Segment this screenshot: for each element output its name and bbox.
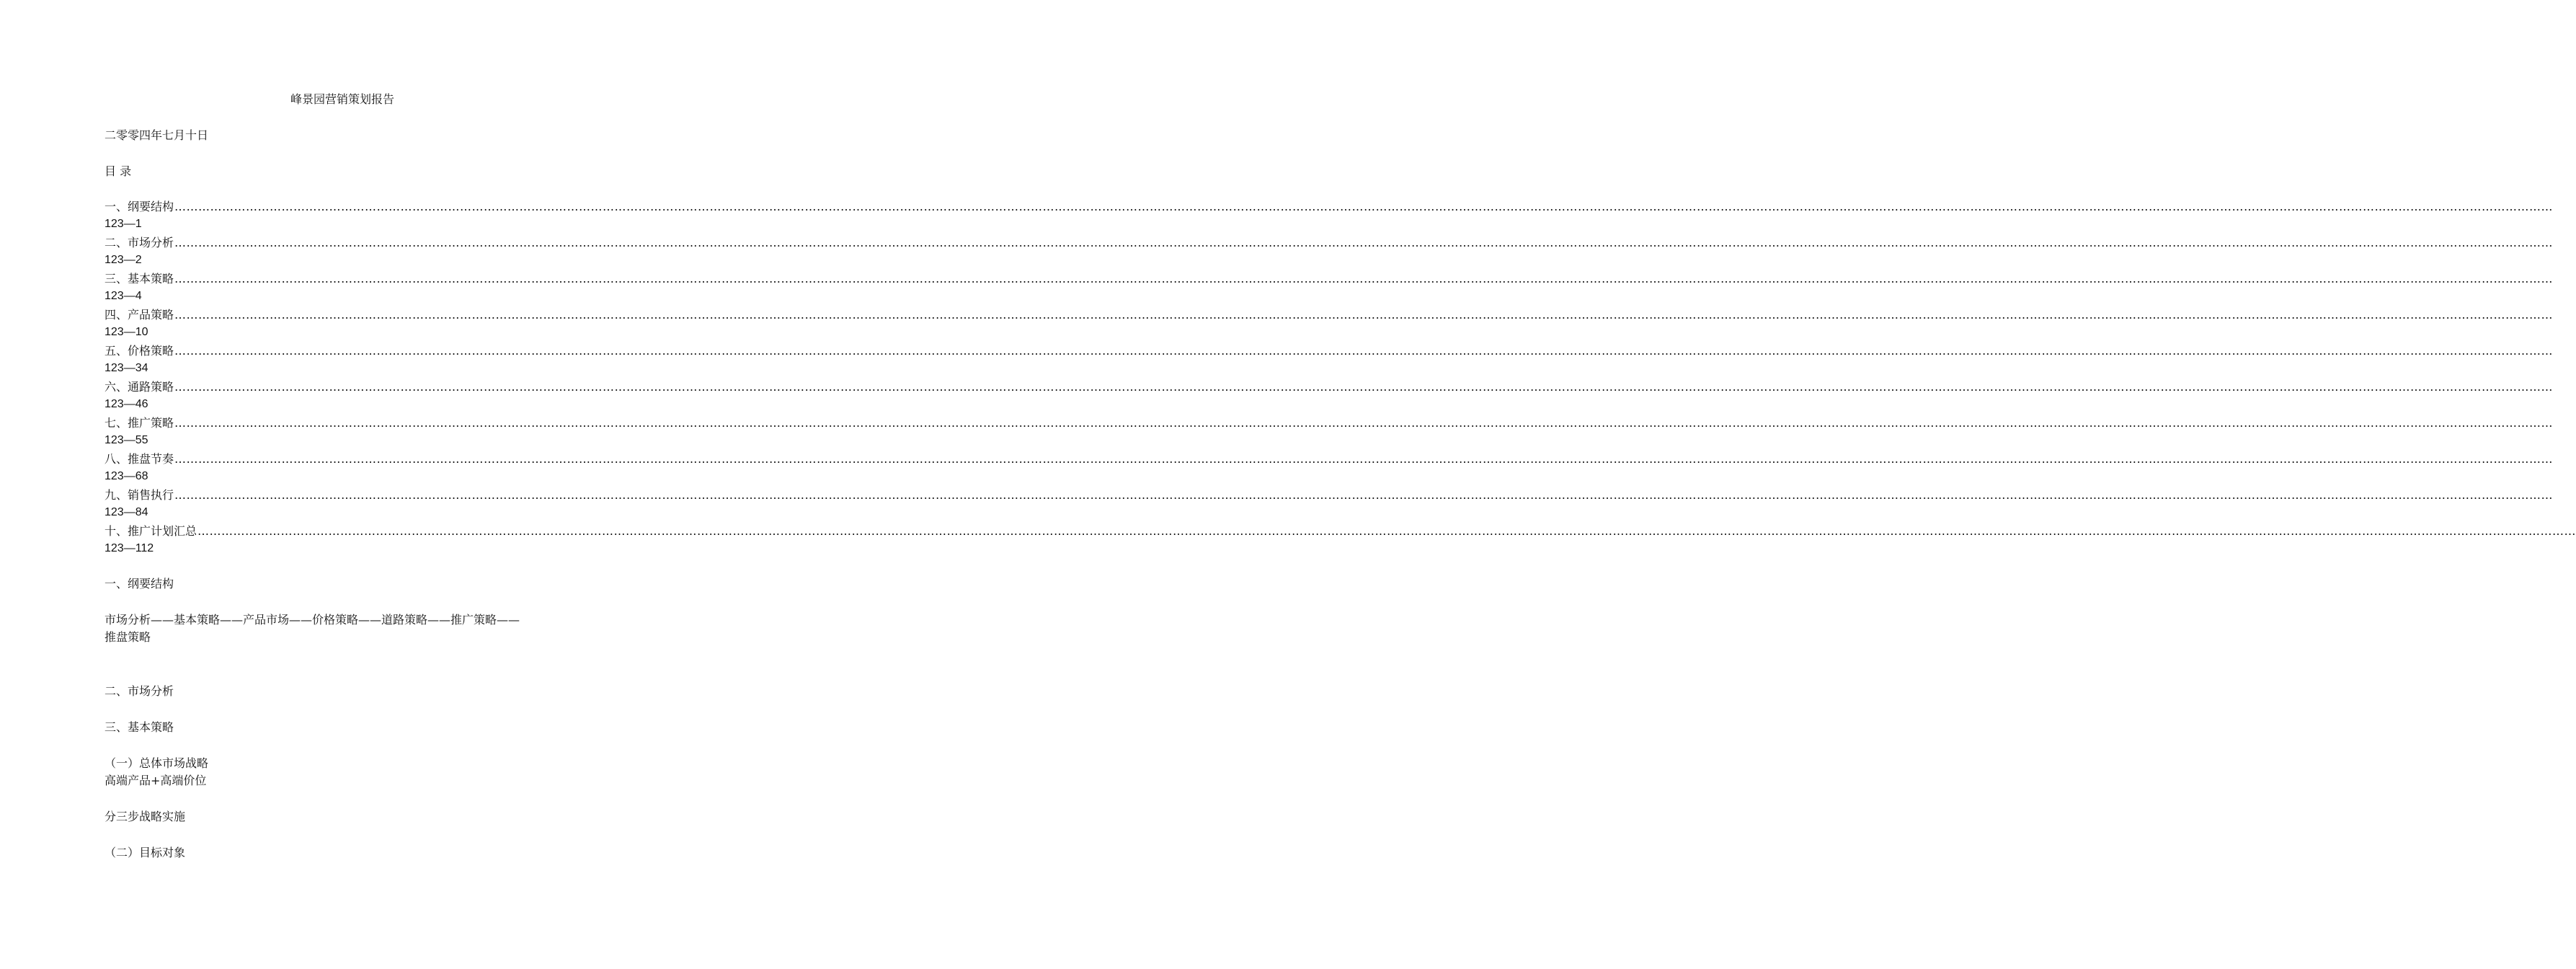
subsection-heading-target-audience: （二）目标对象 bbox=[105, 846, 186, 859]
toc-entry-page: 123—68 bbox=[105, 470, 148, 482]
toc-dot-leader: …………………………………………………………………………………………………………………………………………………………………………………………………………………………………………………………………………………………………………………………………………………………………………………………………………………………………………………………………………………………………………………………………………………… bbox=[174, 200, 2554, 213]
toc-entry-page: 123—55 bbox=[105, 434, 148, 446]
toc-dot-leader: …………………………………………………………………………………………………………………………………………………………………………………………………………………………………………………………………………………………………………………………………………………………………………………………………………………………………………………………………………………………………………………………………………………… bbox=[174, 452, 2554, 466]
toc-heading: 目 录 bbox=[105, 164, 132, 178]
toc-dot-leader: …………………………………………………………………………………………………………………………………………………………………………………………………………………………………………………………………………………………………………………………………………………………………………………………………………………………………………………………………………………………………………………………………………………… bbox=[197, 524, 2576, 538]
toc-entry-label: 八、推盘节奏 bbox=[105, 452, 174, 466]
toc-entry[interactable] bbox=[105, 380, 2554, 394]
section-heading-market-analysis: 二、市场分析 bbox=[105, 684, 174, 698]
toc-dot-leader: …………………………………………………………………………………………………………………………………………………………………………………………………………………………………………………………………………………………………………………………………………………………………………………………………………………………………………………………………………………………………………………………………………………… bbox=[174, 308, 2554, 322]
toc-entry-label: 二、市场分析 bbox=[105, 236, 174, 249]
toc-entry-page: 123—46 bbox=[105, 398, 148, 410]
toc-entry-label: 三、基本策略 bbox=[105, 272, 174, 286]
toc-dot-leader: …………………………………………………………………………………………………………………………………………………………………………………………………………………………………………………………………………………………………………………………………………………………………………………………………………………………………………………………………………………………………………………………………………………… bbox=[174, 380, 2554, 394]
toc-entry-label: 四、产品策略 bbox=[105, 308, 174, 322]
overall-strategy-text: 高端产品+高端价位 bbox=[105, 774, 207, 787]
toc-entry-page: 123—112 bbox=[105, 542, 154, 554]
toc-entry-page: 123—84 bbox=[105, 506, 148, 518]
section-heading-basic-strategy: 三、基本策略 bbox=[105, 720, 174, 734]
toc-entry[interactable] bbox=[105, 524, 2576, 539]
three-step-strategy-text: 分三步战略实施 bbox=[105, 810, 186, 823]
toc-entry[interactable] bbox=[105, 452, 2554, 466]
toc-entry-label: 五、价格策略 bbox=[105, 344, 174, 358]
toc-entry[interactable] bbox=[105, 236, 2554, 250]
toc-entry[interactable] bbox=[105, 308, 2554, 322]
toc-entry[interactable] bbox=[105, 488, 2554, 503]
section-heading-outline: 一、纲要结构 bbox=[105, 577, 174, 590]
toc-dot-leader: …………………………………………………………………………………………………………………………………………………………………………………………………………………………………………………………………………………………………………………………………………………………………………………………………………………………………………………………………………………………………………………………………………………… bbox=[174, 236, 2554, 249]
toc-entry[interactable] bbox=[105, 416, 2554, 430]
subsection-heading-overall-strategy: （一）总体市场战略 bbox=[105, 756, 209, 770]
outline-flow-line: 市场分析——基本策略——产品市场——价格策略——道路策略——推广策略—— bbox=[105, 613, 520, 627]
toc-entry-label: 九、销售执行 bbox=[105, 488, 174, 502]
toc-dot-leader: …………………………………………………………………………………………………………………………………………………………………………………………………………………………………………………………………………………………………………………………………………………………………………………………………………………………………………………………………………………………………………………………………………………… bbox=[174, 272, 2554, 286]
toc-entry-page: 123—10 bbox=[105, 326, 148, 338]
document-title: 峰景园营销策划报告 bbox=[290, 92, 394, 106]
toc-dot-leader: …………………………………………………………………………………………………………………………………………………………………………………………………………………………………………………………………………………………………………………………………………………………………………………………………………………………………………………………………………………………………………………………………………………… bbox=[174, 416, 2554, 430]
outline-flow-line-continued: 推盘策略 bbox=[105, 630, 151, 644]
toc-entry-page: 123—34 bbox=[105, 362, 148, 374]
toc-entry-page: 123—1 bbox=[105, 218, 142, 230]
toc-dot-leader: …………………………………………………………………………………………………………………………………………………………………………………………………………………………………………………………………………………………………………………………………………………………………………………………………………………………………………………………………………………………………………………………………………………… bbox=[174, 344, 2554, 358]
toc-entry-label: 一、纲要结构 bbox=[105, 200, 174, 213]
toc-entry-label: 六、通路策略 bbox=[105, 380, 174, 394]
toc-entry-page: 123—2 bbox=[105, 254, 142, 266]
toc-entry-label: 七、推广策略 bbox=[105, 416, 174, 430]
toc-dot-leader: …………………………………………………………………………………………………………………………………………………………………………………………………………………………………………………………………………………………………………………………………………………………………………………………………………………………………………………………………………………………………………………………………………………… bbox=[174, 488, 2554, 502]
toc-entry[interactable] bbox=[105, 344, 2554, 358]
toc-entry[interactable] bbox=[105, 200, 2554, 214]
document-date: 二零零四年七月十日 bbox=[105, 128, 209, 142]
toc-entry-page: 123—4 bbox=[105, 290, 142, 302]
toc-entry[interactable] bbox=[105, 272, 2554, 286]
toc-entry-label: 十、推广计划汇总 bbox=[105, 524, 197, 538]
